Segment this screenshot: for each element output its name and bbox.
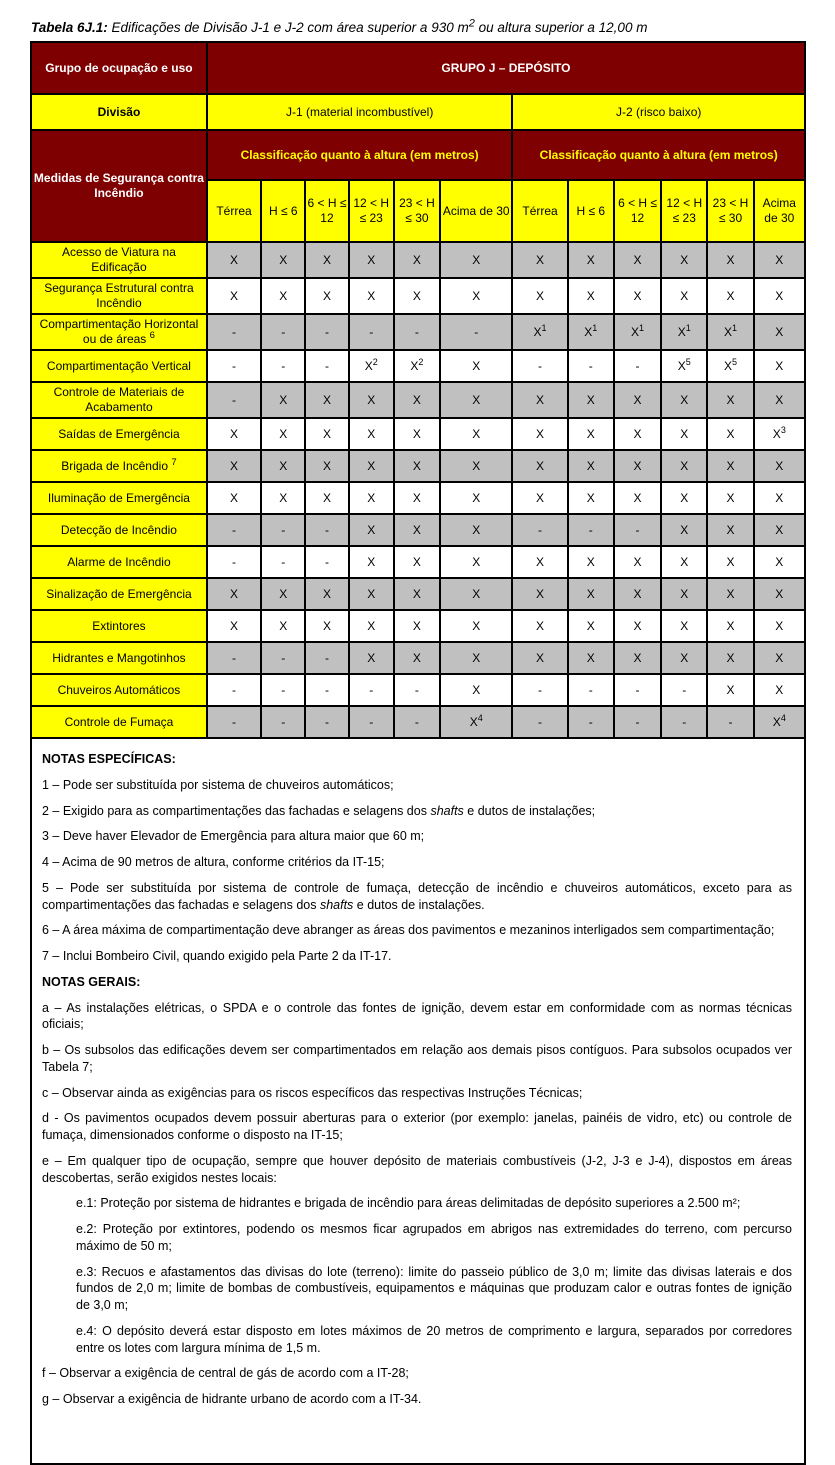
- height-column-header: Térrea: [207, 180, 261, 242]
- requirement-cell: -: [207, 350, 261, 382]
- requirement-cell: X: [614, 610, 661, 642]
- division-label: Divisão: [31, 94, 207, 130]
- requirement-cell: X: [568, 546, 614, 578]
- requirement-cell: X: [207, 450, 261, 482]
- height-column-header: 6 < H ≤ 12: [305, 180, 348, 242]
- requirement-cell: X: [707, 610, 753, 642]
- requirement-cell: X: [440, 642, 512, 674]
- requirement-cell: X: [440, 674, 512, 706]
- requirement-cell: X: [754, 642, 805, 674]
- table-row: [31, 514, 805, 546]
- requirement-cell: $X^4$: [754, 706, 805, 738]
- requirement-cell: X: [512, 382, 567, 418]
- height-column-header: Acima de 30: [440, 180, 512, 242]
- measure-label: Saídas de Emergência: [31, 418, 207, 450]
- measure-label: Brigada de Incêndio $^7$: [31, 450, 207, 482]
- requirement-cell: -: [305, 314, 348, 350]
- requirement-cell: X: [707, 674, 753, 706]
- requirement-cell: X: [614, 578, 661, 610]
- requirement-cell: -: [614, 514, 661, 546]
- requirement-cell: X: [394, 482, 440, 514]
- requirement-cell: X: [394, 242, 440, 278]
- requirement-cell: X: [614, 450, 661, 482]
- requirement-cell: -: [305, 674, 348, 706]
- requirement-cell: X: [440, 514, 512, 546]
- requirement-cell: X: [207, 610, 261, 642]
- requirement-cell: $X^1$: [568, 314, 614, 350]
- note-item: 2 – Exigido para as compartimentações das fachadas e selagens dos shafts e dutos de instalações;: [42, 803, 596, 818]
- height-column-header: Térrea: [512, 180, 567, 242]
- requirement-cell: X: [614, 482, 661, 514]
- requirement-cell: X: [305, 242, 348, 278]
- table-title-number: Tabela 6J.1:: [31, 20, 108, 35]
- requirement-cell: $X^5$: [707, 350, 753, 382]
- group-header-label: Grupo de ocupação e uso: [31, 42, 207, 94]
- requirement-cell: X: [261, 418, 305, 450]
- requirement-cell: X: [754, 546, 805, 578]
- requirement-cell: X: [440, 382, 512, 418]
- requirement-cell: X: [440, 242, 512, 278]
- requirement-cell: X: [661, 382, 707, 418]
- measure-label: Iluminação de Emergência: [31, 482, 207, 514]
- requirement-cell: -: [394, 314, 440, 350]
- table-title: [31, 17, 808, 35]
- requirement-cell: X: [394, 278, 440, 314]
- measure-label: Alarme de Incêndio: [31, 546, 207, 578]
- requirement-cell: X: [661, 546, 707, 578]
- classification-j2: Classificação quanto à altura (em metros): [512, 130, 805, 180]
- requirement-cell: X: [661, 278, 707, 314]
- requirement-cell: X: [754, 578, 805, 610]
- requirement-cell: -: [305, 706, 348, 738]
- requirement-cell: -: [707, 706, 753, 738]
- height-column-header: Acima de 30: [754, 180, 805, 242]
- requirement-cell: X: [440, 418, 512, 450]
- measure-label: Chuveiros Automáticos: [31, 674, 207, 706]
- requirement-cell: X: [512, 242, 567, 278]
- table-row: [31, 242, 805, 278]
- requirement-cell: X: [261, 278, 305, 314]
- requirement-cell: X: [754, 314, 805, 350]
- requirement-cell: -: [261, 642, 305, 674]
- division-j1: J-1 (material incombustível): [207, 94, 513, 130]
- requirement-cell: X: [754, 382, 805, 418]
- height-column-header: 12 < H ≤ 23: [349, 180, 394, 242]
- requirement-cell: X: [754, 482, 805, 514]
- requirement-cell: X: [261, 382, 305, 418]
- requirement-cell: $X^1$: [661, 314, 707, 350]
- requirement-cell: X: [261, 242, 305, 278]
- requirement-cell: X: [440, 278, 512, 314]
- requirement-cell: X: [349, 382, 394, 418]
- requirement-cell: X: [440, 482, 512, 514]
- requirement-cell: X: [440, 578, 512, 610]
- document-content: [30, 17, 808, 1465]
- requirement-cell: X: [614, 642, 661, 674]
- requirement-cell: X: [707, 514, 753, 546]
- table-row: [31, 674, 805, 706]
- measure-label: Compartimentação Horizontal ou de áreas $^6$: [31, 314, 207, 350]
- requirement-cell: -: [614, 706, 661, 738]
- table-row: [31, 450, 805, 482]
- note-item: 4 – Acima de 90 metros de altura, conforme critérios da IT-15;: [42, 855, 385, 869]
- requirement-cell: X: [754, 514, 805, 546]
- classification-row: [31, 130, 805, 180]
- requirement-cell: X: [394, 382, 440, 418]
- requirement-cell: $X^1$: [707, 314, 753, 350]
- requirement-cell: X: [305, 418, 348, 450]
- requirement-cell: X: [707, 242, 753, 278]
- requirement-cell: X: [394, 450, 440, 482]
- table-title-superscript: 2: [468, 17, 475, 30]
- classification-j1: Classificação quanto à altura (em metros): [207, 130, 513, 180]
- table-row: [31, 546, 805, 578]
- requirement-cell: -: [394, 706, 440, 738]
- requirement-cell: -: [207, 314, 261, 350]
- requirement-cell: X: [614, 546, 661, 578]
- requirement-cell: X: [568, 418, 614, 450]
- requirement-cell: X: [512, 610, 567, 642]
- requirement-cell: X: [568, 610, 614, 642]
- requirement-cell: X: [707, 578, 753, 610]
- requirement-cell: X: [707, 546, 753, 578]
- requirement-cell: X: [261, 482, 305, 514]
- requirement-cell: $X^1$: [614, 314, 661, 350]
- requirement-cell: X: [707, 450, 753, 482]
- requirement-cell: X: [207, 278, 261, 314]
- requirement-cell: X: [394, 610, 440, 642]
- measure-label: Hidrantes e Mangotinhos: [31, 642, 207, 674]
- requirement-cell: X: [707, 642, 753, 674]
- requirement-cell: -: [349, 314, 394, 350]
- measure-label: Segurança Estrutural contra Incêndio: [31, 278, 207, 314]
- measure-label: Detecção de Incêndio: [31, 514, 207, 546]
- measure-label: Compartimentação Vertical: [31, 350, 207, 382]
- requirement-cell: X: [707, 482, 753, 514]
- requirement-cell: X: [305, 482, 348, 514]
- requirement-cell: -: [207, 706, 261, 738]
- note-item: e.2: Proteção por extintores, podendo os mesmos ficar agrupados em abrigos nas extremidades do terreno, com percurso máximo de 50 m;: [76, 1222, 792, 1253]
- requirement-cell: X: [661, 482, 707, 514]
- requirement-cell: X: [754, 450, 805, 482]
- requirement-cell: X: [661, 418, 707, 450]
- requirement-cell: -: [261, 350, 305, 382]
- note-item: d - Os pavimentos ocupados devem possuir aberturas para o exterior (por exemplo: janelas, painéis de vidro, etc) ou controle de fumaça, dimensionados conforme o disposto na IT-15;: [42, 1111, 792, 1142]
- requirement-cell: X: [614, 418, 661, 450]
- requirement-cell: X: [349, 642, 394, 674]
- requirement-cell: -: [261, 706, 305, 738]
- note-item: e.1: Proteção por sistema de hidrantes e brigada de incêndio para áreas delimitadas de depósito superiores a 2.500 m²;: [76, 1196, 741, 1211]
- notes-heading: NOTAS GERAIS:: [42, 974, 141, 989]
- requirement-cell: X: [349, 450, 394, 482]
- note-item: 7 – Inclui Bombeiro Civil, quando exigido pela Parte 2 da IT-17.: [42, 949, 392, 963]
- requirement-cell: X: [568, 382, 614, 418]
- note-item: 6 – A área máxima de compartimentação deve abranger as áreas dos pavimentos e mezaninos interligados sem compartimentação;: [42, 923, 775, 938]
- note-item: 3 – Deve haver Elevador de Emergência para altura maior que 60 m;: [42, 829, 425, 844]
- requirement-cell: -: [394, 674, 440, 706]
- requirement-cell: X: [661, 610, 707, 642]
- requirement-cell: X: [440, 546, 512, 578]
- requirement-cell: X: [754, 278, 805, 314]
- requirement-cell: X: [614, 278, 661, 314]
- requirement-cell: X: [707, 418, 753, 450]
- requirement-cell: -: [261, 314, 305, 350]
- note-item: g – Observar a exigência de hidrante urbano de acordo com a IT-34.: [42, 1392, 422, 1406]
- requirement-cell: -: [305, 514, 348, 546]
- note-item: c – Observar ainda as exigências para os riscos específicos das respectivas Instruções Técnicas;: [42, 1085, 583, 1100]
- requirement-cell: X: [512, 578, 567, 610]
- requirement-cell: -: [614, 350, 661, 382]
- measure-label: Controle de Materiais de Acabamento: [31, 382, 207, 418]
- notes-heading: NOTAS ESPECÍFICAS:: [42, 752, 176, 766]
- requirement-cell: X: [349, 514, 394, 546]
- requirement-cell: X: [261, 578, 305, 610]
- table-title-text: Edificações de Divisão J-1 e J-2 com área superior a 930 m: [107, 20, 469, 35]
- notes-section: [30, 739, 806, 1465]
- requirement-cell: -: [261, 514, 305, 546]
- requirement-cell: -: [661, 706, 707, 738]
- measures-header-label: Medidas de Segurança contra Incêndio: [31, 130, 207, 242]
- requirement-cell: X: [440, 610, 512, 642]
- requirement-cell: X: [207, 578, 261, 610]
- height-column-header: 23 < H ≤ 30: [707, 180, 753, 242]
- requirement-cell: X: [305, 578, 348, 610]
- requirement-cell: X: [754, 674, 805, 706]
- requirement-cell: -: [512, 514, 567, 546]
- requirement-cell: X: [661, 578, 707, 610]
- requirement-cell: -: [207, 642, 261, 674]
- requirement-cell: X: [305, 278, 348, 314]
- table-row: [31, 314, 805, 350]
- requirement-cell: X: [207, 418, 261, 450]
- requirement-cell: X: [349, 482, 394, 514]
- requirement-cell: X: [349, 546, 394, 578]
- measure-label: Sinalização de Emergência: [31, 578, 207, 610]
- requirement-cell: X: [394, 418, 440, 450]
- table-row: [31, 482, 805, 514]
- table-row: [31, 278, 805, 314]
- table-row: [31, 610, 805, 642]
- requirement-cell: X: [568, 482, 614, 514]
- division-row: [31, 94, 805, 130]
- requirement-cell: -: [512, 706, 567, 738]
- requirement-cell: -: [512, 674, 567, 706]
- requirement-cell: X: [568, 578, 614, 610]
- requirement-cell: X: [754, 610, 805, 642]
- requirement-cell: -: [661, 674, 707, 706]
- requirement-cell: -: [207, 382, 261, 418]
- requirement-cell: X: [707, 382, 753, 418]
- requirement-cell: X: [349, 610, 394, 642]
- requirement-cell: X: [349, 578, 394, 610]
- group-header-value: GRUPO J – DEPÓSITO: [207, 42, 805, 94]
- height-column-header: H ≤ 6: [568, 180, 614, 242]
- requirement-cell: -: [614, 674, 661, 706]
- requirement-cell: -: [207, 546, 261, 578]
- table-row: [31, 642, 805, 674]
- requirement-cell: X: [614, 242, 661, 278]
- requirement-cell: X: [661, 242, 707, 278]
- table-row: [31, 350, 805, 382]
- requirement-cell: X: [349, 418, 394, 450]
- requirement-cell: X: [394, 578, 440, 610]
- table-row: [31, 418, 805, 450]
- requirement-cell: -: [305, 350, 348, 382]
- measure-label: Extintores: [31, 610, 207, 642]
- requirement-cell: -: [568, 674, 614, 706]
- requirement-cell: X: [568, 242, 614, 278]
- requirement-cell: $X^4$: [440, 706, 512, 738]
- requirement-cell: X: [349, 242, 394, 278]
- requirement-cell: $X^2$: [349, 350, 394, 382]
- requirement-cell: X: [305, 382, 348, 418]
- requirement-cell: X: [754, 242, 805, 278]
- height-column-header: H ≤ 6: [261, 180, 305, 242]
- requirement-cell: -: [261, 546, 305, 578]
- requirement-cell: X: [512, 418, 567, 450]
- requirement-cell: X: [754, 350, 805, 382]
- note-item: f – Observar a exigência de central de gás de acordo com a IT-28;: [42, 1366, 409, 1381]
- requirement-cell: X: [394, 514, 440, 546]
- requirement-cell: -: [568, 350, 614, 382]
- requirement-cell: X: [440, 450, 512, 482]
- requirement-cell: -: [305, 642, 348, 674]
- requirement-cell: X: [305, 450, 348, 482]
- height-column-header: 23 < H ≤ 30: [394, 180, 440, 242]
- requirement-cell: -: [568, 514, 614, 546]
- measure-label: Acesso de Viatura na Edificação: [31, 242, 207, 278]
- table-row: [31, 706, 805, 738]
- requirement-cell: $X^3$: [754, 418, 805, 450]
- note-item: a – As instalações elétricas, o SPDA e o controle das fontes de ignição, devem estar em conformidade com as normas técnicas oficiais;: [42, 1000, 792, 1032]
- requirement-cell: X: [261, 450, 305, 482]
- measure-label: Controle de Fumaça: [31, 706, 207, 738]
- requirement-cell: X: [261, 610, 305, 642]
- group-header-row: [31, 42, 805, 94]
- division-j2: J-2 (risco baixo): [512, 94, 805, 130]
- table-row: [31, 382, 805, 418]
- height-column-header: 6 < H ≤ 12: [614, 180, 661, 242]
- requirement-cell: -: [207, 514, 261, 546]
- requirement-cell: X: [707, 278, 753, 314]
- note-item: e.4: O depósito deverá estar disposto em lotes máximos de 20 metros de comprimento e largura, separados por corredores entre os lotes com largura mínima de 1,5 m.: [76, 1323, 792, 1355]
- requirement-cell: X: [349, 278, 394, 314]
- height-column-header: 12 < H ≤ 23: [661, 180, 707, 242]
- requirement-cell: X: [305, 610, 348, 642]
- requirement-cell: X: [568, 278, 614, 314]
- requirement-cell: X: [207, 482, 261, 514]
- requirement-cell: X: [512, 278, 567, 314]
- note-item: e – Em qualquer tipo de ocupação, sempre que houver depósito de materiais combustíveis (J-2, J-3 e J-4), dispostos em áreas descobertas, serão exigidos nestes locais:: [42, 1153, 792, 1185]
- note-item: 5 – Pode ser substituída por sistema de controle de fumaça, detecção de incêndio e chuveiros automáticos, exceto para as compartimentações das fachadas e selagens dos shafts e dutos de instalações.: [42, 880, 792, 912]
- requirement-cell: X: [512, 642, 567, 674]
- requirement-cell: $X^5$: [661, 350, 707, 382]
- fire-safety-requirements-table: [30, 41, 806, 739]
- requirement-cell: -: [568, 706, 614, 738]
- note-item: 1 – Pode ser substituída por sistema de chuveiros automáticos;: [42, 777, 394, 792]
- requirement-cell: X: [512, 450, 567, 482]
- requirement-cell: X: [568, 450, 614, 482]
- requirement-cell: X: [394, 546, 440, 578]
- table-title-text-end: ou altura superior a 12,00 m: [474, 20, 648, 35]
- requirement-cell: X: [394, 642, 440, 674]
- requirement-cell: -: [207, 674, 261, 706]
- note-item: e.3: Recuos e afastamentos das divisas do lote (terreno): limite do passeio público de 3,0 m; limite das divisas laterais e dos fundos de 2,0 m; limite de bombas de combustíveis, equipamentos e máquinas que produzam calor e outras fontes de ignição de 3,0 m;: [76, 1264, 792, 1312]
- requirement-cell: X: [440, 350, 512, 382]
- requirement-cell: X: [614, 382, 661, 418]
- requirement-cell: X: [661, 514, 707, 546]
- note-item: b – Os subsolos das edificações devem ser compartimentados em relação aos demais pisos contíguos. Para subsolos ocupados ver Tabela 7;: [42, 1043, 792, 1074]
- requirement-cell: X: [661, 642, 707, 674]
- requirement-cell: -: [349, 706, 394, 738]
- requirement-cell: X: [512, 482, 567, 514]
- requirement-cell: $X^2$: [394, 350, 440, 382]
- requirement-cell: X: [568, 642, 614, 674]
- requirement-cell: X: [661, 450, 707, 482]
- requirement-cell: -: [261, 674, 305, 706]
- requirement-cell: -: [440, 314, 512, 350]
- requirement-cell: X: [512, 546, 567, 578]
- requirement-cell: X: [207, 242, 261, 278]
- requirement-cell: -: [349, 674, 394, 706]
- table-row: [31, 578, 805, 610]
- requirement-cell: -: [305, 546, 348, 578]
- requirement-cell: -: [512, 350, 567, 382]
- requirement-cell: $X^1$: [512, 314, 567, 350]
